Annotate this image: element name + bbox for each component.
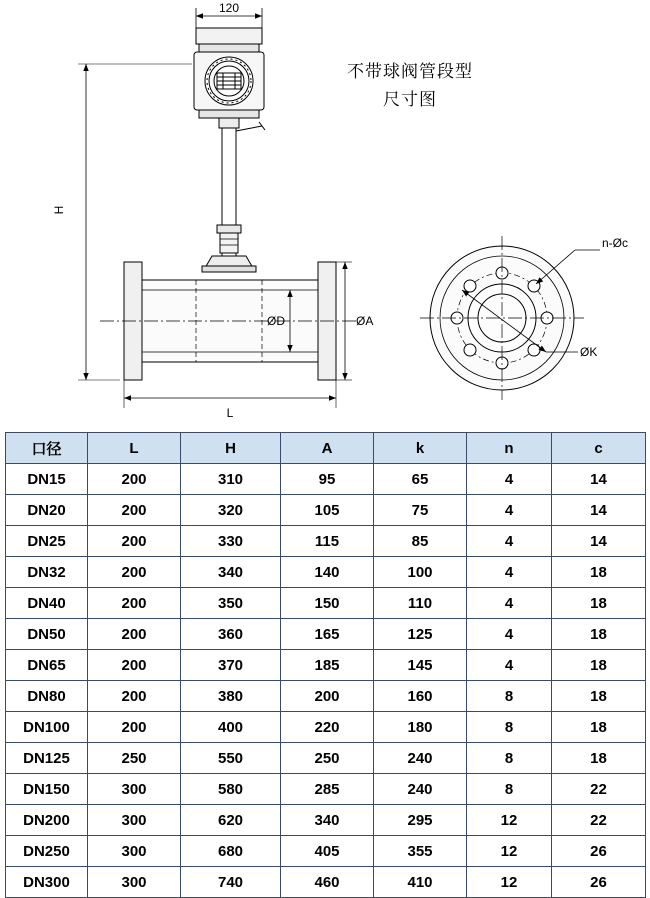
- cell-n: 4: [467, 557, 552, 588]
- label-outer-diameter: ØA: [356, 314, 374, 328]
- cell-h: 380: [181, 681, 281, 712]
- cell-c: 22: [552, 805, 646, 836]
- cell-k: 160: [374, 681, 467, 712]
- col-header-dn: 口径: [6, 433, 88, 464]
- flange-face-view: [420, 236, 600, 400]
- cell-n: 12: [467, 867, 552, 898]
- table-row: [6, 588, 646, 619]
- cell-k: 240: [374, 743, 467, 774]
- cell-c: 14: [552, 464, 646, 495]
- cell-a: 405: [281, 836, 374, 867]
- cell-h: 360: [181, 619, 281, 650]
- cell-h: 350: [181, 588, 281, 619]
- table-row: [6, 805, 646, 836]
- cell-l: 200: [88, 557, 181, 588]
- cell-l: 200: [88, 712, 181, 743]
- dimension-table: [5, 432, 646, 898]
- cell-dn: DN15: [6, 464, 88, 495]
- diagram-title-line2: 尺寸图: [383, 90, 437, 109]
- cell-k: 355: [374, 836, 467, 867]
- cell-dn: DN32: [6, 557, 88, 588]
- col-header-h: H: [181, 433, 281, 464]
- cell-dn: DN20: [6, 495, 88, 526]
- table-row: [6, 743, 646, 774]
- label-bolt-circle: ØK: [580, 345, 598, 359]
- cell-h: 580: [181, 774, 281, 805]
- cell-dn: DN25: [6, 526, 88, 557]
- cell-c: 26: [552, 867, 646, 898]
- dimension-drawing: [0, 0, 650, 425]
- cell-k: 75: [374, 495, 467, 526]
- cell-a: 185: [281, 650, 374, 681]
- label-top-width: 120: [218, 1, 240, 15]
- cell-c: 22: [552, 774, 646, 805]
- cell-k: 100: [374, 557, 467, 588]
- cell-h: 310: [181, 464, 281, 495]
- cell-c: 18: [552, 588, 646, 619]
- cell-n: 8: [467, 743, 552, 774]
- table-row: [6, 619, 646, 650]
- cell-l: 300: [88, 867, 181, 898]
- cell-c: 18: [552, 557, 646, 588]
- table-row: [6, 464, 646, 495]
- cell-a: 460: [281, 867, 374, 898]
- cell-a: 150: [281, 588, 374, 619]
- cell-l: 200: [88, 588, 181, 619]
- table-header: [6, 433, 646, 464]
- col-header-c: c: [552, 433, 646, 464]
- diagram-title-line1: 不带球阀管段型: [347, 62, 473, 81]
- cell-h: 740: [181, 867, 281, 898]
- table-row: [6, 557, 646, 588]
- cell-c: 18: [552, 650, 646, 681]
- table-row: [6, 867, 646, 898]
- dim-L: [124, 380, 336, 408]
- table-header-row: [6, 433, 646, 464]
- transmitter-housing: [194, 28, 264, 118]
- cell-dn: DN250: [6, 836, 88, 867]
- cell-h: 320: [181, 495, 281, 526]
- cell-a: 200: [281, 681, 374, 712]
- table-row: [6, 526, 646, 557]
- cell-a: 340: [281, 805, 374, 836]
- diagram-title: [300, 58, 520, 114]
- label-length-L: L: [226, 406, 234, 420]
- cell-dn: DN200: [6, 805, 88, 836]
- cell-a: 105: [281, 495, 374, 526]
- cell-n: 12: [467, 805, 552, 836]
- table-row: [6, 712, 646, 743]
- label-height-H: H: [52, 205, 66, 215]
- cell-n: 12: [467, 836, 552, 867]
- table-row: [6, 681, 646, 712]
- table-row: [6, 650, 646, 681]
- cell-c: 18: [552, 712, 646, 743]
- cell-a: 140: [281, 557, 374, 588]
- sensor-stem: [202, 118, 265, 272]
- cell-dn: DN300: [6, 867, 88, 898]
- cell-l: 200: [88, 681, 181, 712]
- cell-n: 4: [467, 619, 552, 650]
- cell-l: 300: [88, 805, 181, 836]
- cell-a: 285: [281, 774, 374, 805]
- cell-n: 4: [467, 650, 552, 681]
- cell-c: 18: [552, 743, 646, 774]
- cell-l: 250: [88, 743, 181, 774]
- pipe-body: [100, 262, 360, 380]
- cell-n: 8: [467, 774, 552, 805]
- cell-l: 200: [88, 464, 181, 495]
- cell-n: 4: [467, 588, 552, 619]
- cell-h: 340: [181, 557, 281, 588]
- cell-dn: DN65: [6, 650, 88, 681]
- cell-k: 240: [374, 774, 467, 805]
- cell-k: 110: [374, 588, 467, 619]
- cell-h: 330: [181, 526, 281, 557]
- cell-k: 65: [374, 464, 467, 495]
- cell-h: 400: [181, 712, 281, 743]
- cell-n: 4: [467, 526, 552, 557]
- cell-dn: DN80: [6, 681, 88, 712]
- col-header-k: k: [374, 433, 467, 464]
- cell-k: 125: [374, 619, 467, 650]
- col-header-a: A: [281, 433, 374, 464]
- cell-c: 14: [552, 495, 646, 526]
- cell-c: 18: [552, 681, 646, 712]
- cell-dn: DN50: [6, 619, 88, 650]
- cell-dn: DN100: [6, 712, 88, 743]
- cell-k: 180: [374, 712, 467, 743]
- cell-l: 300: [88, 774, 181, 805]
- table-row: [6, 495, 646, 526]
- cell-h: 550: [181, 743, 281, 774]
- cell-n: 8: [467, 681, 552, 712]
- cell-a: 165: [281, 619, 374, 650]
- cell-h: 620: [181, 805, 281, 836]
- cell-l: 200: [88, 495, 181, 526]
- table-row: [6, 836, 646, 867]
- label-inner-diameter: ØD: [267, 314, 285, 328]
- cell-c: 26: [552, 836, 646, 867]
- cell-a: 115: [281, 526, 374, 557]
- cell-n: 4: [467, 495, 552, 526]
- col-header-l: L: [88, 433, 181, 464]
- cell-a: 95: [281, 464, 374, 495]
- cell-n: 8: [467, 712, 552, 743]
- cell-h: 680: [181, 836, 281, 867]
- cell-l: 200: [88, 650, 181, 681]
- cell-a: 220: [281, 712, 374, 743]
- cell-dn: DN125: [6, 743, 88, 774]
- cell-k: 295: [374, 805, 467, 836]
- cell-h: 370: [181, 650, 281, 681]
- table-row: [6, 774, 646, 805]
- cell-a: 250: [281, 743, 374, 774]
- cell-dn: DN150: [6, 774, 88, 805]
- cell-k: 85: [374, 526, 467, 557]
- cell-n: 4: [467, 464, 552, 495]
- label-bolt-holes: n-Øc: [602, 236, 629, 250]
- cell-k: 410: [374, 867, 467, 898]
- cell-dn: DN40: [6, 588, 88, 619]
- col-header-n: n: [467, 433, 552, 464]
- cell-l: 300: [88, 836, 181, 867]
- cell-c: 14: [552, 526, 646, 557]
- cell-l: 200: [88, 526, 181, 557]
- cell-k: 145: [374, 650, 467, 681]
- cell-c: 18: [552, 619, 646, 650]
- table-body: [6, 464, 646, 898]
- cell-l: 200: [88, 619, 181, 650]
